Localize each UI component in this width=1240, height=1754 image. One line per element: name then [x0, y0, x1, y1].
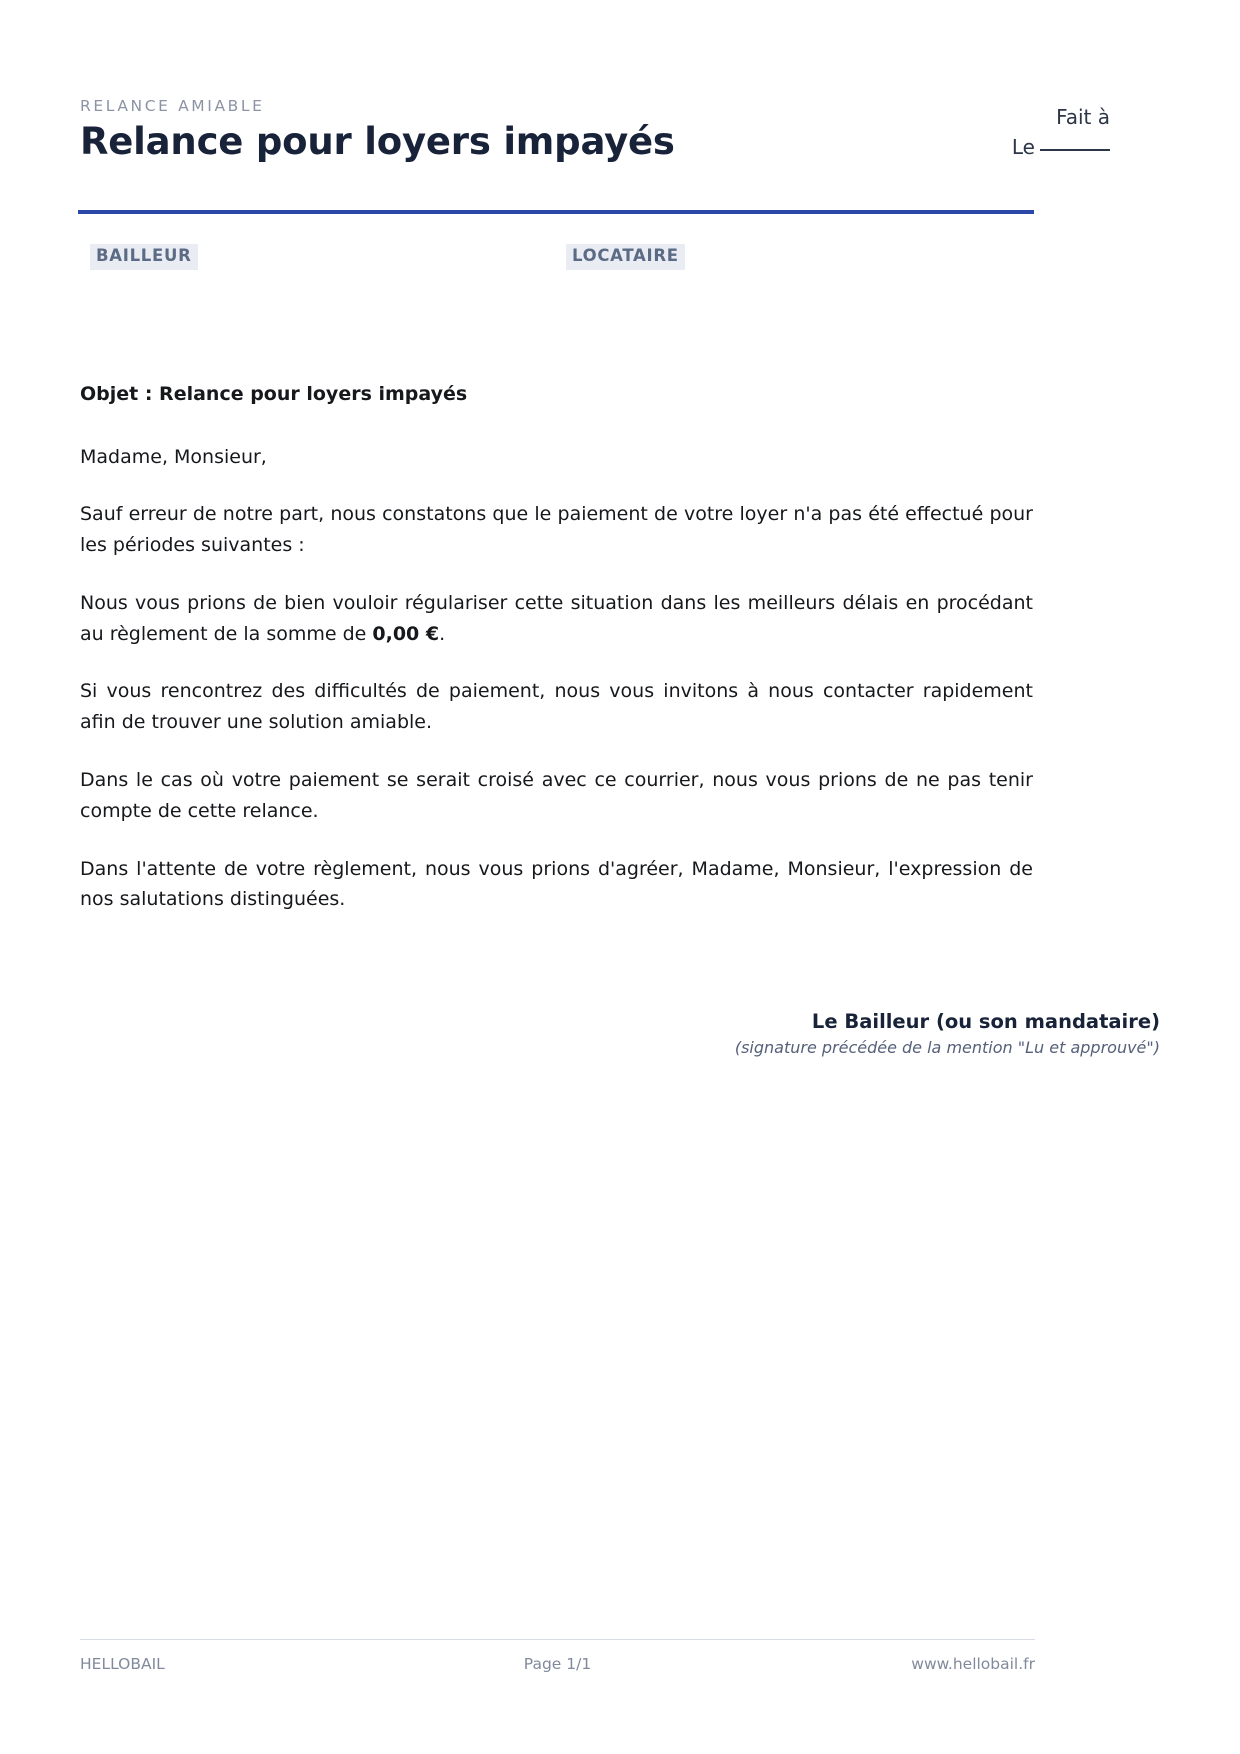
place-field-label: Fait à [1056, 105, 1110, 129]
footer-brand: HELLOBAIL [80, 1655, 165, 1673]
letter-paragraph-crossed-payment: Dans le cas où votre paiement se serait croisé avec ce courrier, nous vous prions de ne pas tenir compte de cette relance. [80, 769, 1033, 822]
signature-block [560, 1008, 1160, 1060]
parties-section [90, 244, 1040, 274]
letter-paragraph-difficulties: Si vous rencontrez des difficultés de paiement, nous vous invitons à nous contacter rapidement afin de trouver une solution amiable. [80, 680, 1033, 734]
tenant-section-label: LOCATAIRE [566, 244, 685, 270]
document-header [80, 98, 1110, 164]
footer-page-number: Page 1/1 [523, 1655, 592, 1673]
signature-instruction: (signature précédée de la mention "Lu et approuvé") [734, 1038, 1160, 1058]
letter-salutation: Madame, Monsieur, [80, 445, 267, 468]
landlord-section-label: BAILLEUR [90, 244, 198, 270]
date-fill-rule [1040, 149, 1110, 151]
document-footer [80, 1655, 1035, 1673]
footer-website[interactable]: www.hellobail.fr [911, 1655, 1035, 1673]
document-category-label: RELANCE AMIABLE [80, 97, 265, 115]
date-field[interactable] [1012, 132, 1110, 162]
letter-paragraph-amount-due [80, 588, 1033, 650]
amount-due-value: 0,00 € [372, 622, 440, 645]
letter-paragraph-closing: Dans l'attente de votre règlement, nous vous prions d'agréer, Madame, Monsieur, l'expression de nos salutations distinguées. [80, 857, 1033, 911]
letter-subject: Objet : Relance pour loyers impayés [80, 383, 468, 405]
signature-title: Le Bailleur (ou son mandataire) [811, 1010, 1160, 1033]
place-and-date-fields [1012, 98, 1110, 162]
letter-body [80, 382, 1033, 942]
header-title-group [80, 98, 675, 164]
letter-paragraph-unpaid-notice: Sauf erreur de notre part, nous constatons que le paiement de votre loyer n'a pas été effectué pour les périodes suivantes : [80, 503, 1033, 557]
amount-paragraph-prefix: Nous vous prions de bien vouloir régulariser cette situation dans les meilleurs délais en procédant au règlement de la somme de [80, 591, 1033, 645]
footer-divider [80, 1639, 1035, 1640]
amount-paragraph-suffix: . [439, 622, 446, 645]
page-title: Relance pour loyers impayés [80, 120, 675, 164]
date-field-label: Le [1011, 135, 1035, 159]
header-accent-divider [78, 210, 1034, 214]
